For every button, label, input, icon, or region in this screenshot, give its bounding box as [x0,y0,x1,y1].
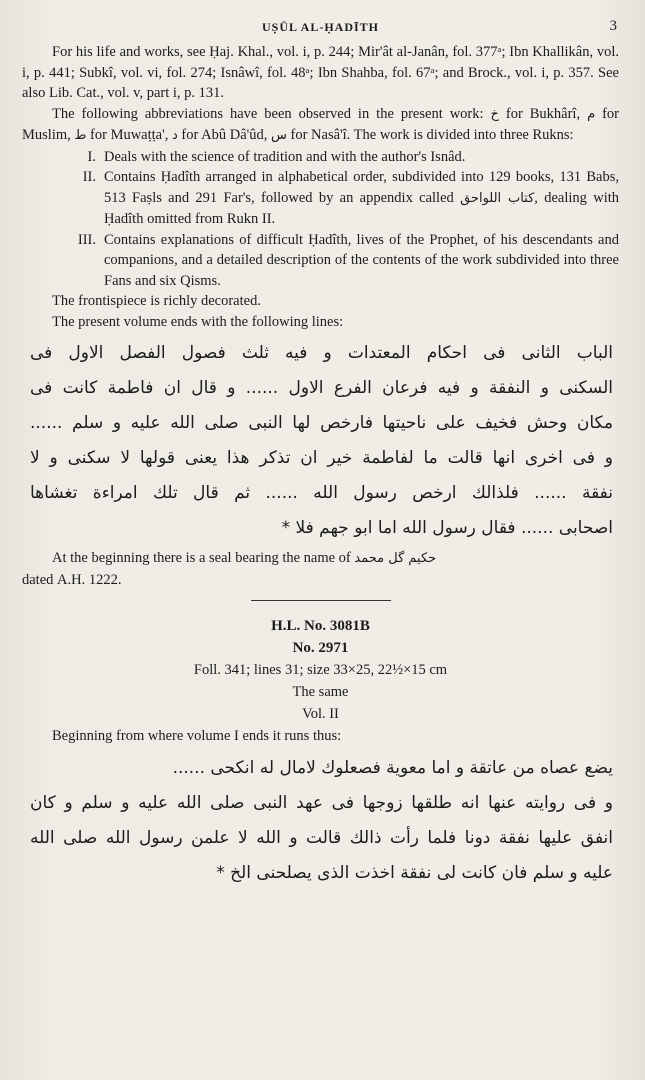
abbr-mim: م [587,106,596,122]
page-header [22,20,619,42]
rukn-item [22,230,619,292]
page-number: 3 [609,18,617,34]
seal-ah: A.H. [57,571,86,588]
rukn-number: I. [87,148,96,165]
abbr-muslim: for Muslim, [22,105,620,143]
arabic-line: و فى اخرى انها قالت ما لفاطمة خير ان تذكر هذا يعنى قولها لا سكنى و لا [30,448,613,468]
folio-info: Foll. 341; lines 31; size 33×25, 22½×15 cm [193,662,448,678]
rukns-list [22,147,619,292]
ends-with-line: The present volume ends with the following lines: [52,313,344,330]
arabic-line: عليه و سلم فان كانت لى نفقة اخذت الذى يصلحنى الخ * [216,863,613,883]
seal-paragraph [22,548,619,590]
arabic-line: انفق عليها نفقة دونا فلما رأت ذالك قالت و الله لا علمن رسول الله صلى الله [30,828,613,848]
arabic-line: اصحابى ...... فقال رسول الله اما ابو جهم فلا * [281,518,613,538]
rukn-text-cont: , dealing with Ḥadîth omitted from Rukn II. [104,189,620,227]
abbreviations-intro: The following abbreviations have been observed in the present work: [52,105,484,122]
arabic-line: يضع عصاه من عاتقة و اما معوية فصعلوك لامال له انكحى ...... [172,758,613,778]
life-and-works-paragraph: For his life and works, see Ḥaj. Khal., vol. i, p. 244; Mir'ât al-Janân, fol. 377ᵃ; Ibn Khallikân, vol. i, p. 441; Subkî, vol. vi, fol. 274; Isnâwî, fol. 48ᵃ; Ibn Shahba, fol. 67ᵃ; and Brock., vol. i, p. 357. See also Lib. Cat., vol. v, part i, p. 131. [22,44,619,101]
rukn-text: Deals with the science of tradition and with the author's Isnâd. [104,148,466,165]
arabic-line: نفقة ...... فلذالك ارخص رسول الله ...... ثم قال تلك امراءة تغشاها [30,483,613,503]
abbr-muwatta: for Muwaṭṭa', [90,127,169,143]
abbr-bukhari: for Bukhârî, [505,105,581,122]
arabic-line: مكان وحش فخيف على ناحيتها فارخص لها النبى صلى الله عليه و سلم ...... [30,413,613,433]
abbreviations-paragraph [22,104,619,147]
abbr-nasai: for Nasâ'î. The work is divided into three Rukns: [290,127,574,143]
abbr-dal: د [171,128,178,143]
hl-number: H.L. No. 3081B [271,618,370,634]
beginning-line: Beginning from where volume I ends it runs thus: [52,728,342,744]
rukn-text: Contains explanations of difficult Ḥadîth, lives of the Prophet, of his descendants and companions, and a detailed description of the contents of the work subdivided into three Fans and six Qisms. [104,231,619,289]
seal-dated: dated [22,571,54,588]
abbr-abu-daud: for Abû Dâ'ûd, [181,127,268,143]
seal-text: At the beginning there is a seal bearing the name of [52,550,351,566]
arabic-line: و فى روايته عنها انه طلقها زوجها فى عهد النبى صلى الله عليه و سلم و كان [30,793,613,813]
abbr-ta: ط [74,128,87,143]
abbr-kha: خ [490,106,499,122]
volume-label: Vol. II [302,706,339,722]
rukn-arabic-title: كتاب اللواحق [460,190,535,206]
rukn-number: III. [77,231,96,248]
rukn-item [22,147,619,168]
catalogue-number: No. 2971 [292,640,349,656]
section-divider [251,600,391,601]
frontispiece-line: The frontispiece is richly decorated. [52,293,261,309]
seal-year: 1222. [88,571,122,588]
running-title: UṢŪL AL-ḤADĪTH [261,20,380,34]
rukn-text: Contains Ḥadîth arranged in alphabetical order, subdivided into 129 books, 131 Babs, 513 Faṣls and 291 Far's, followed by an appendix called [104,169,619,206]
arabic-line: السكنى و النفقة و فيه فرعان الفرع الاول ...... و قال ان فاطمة كانت فى [30,378,613,398]
rukn-number: II. [82,169,96,185]
seal-name: حكيم گل محمد [354,551,437,566]
arabic-ending-block [30,336,613,546]
same-note: The same [292,684,349,700]
abbr-sin: س [271,128,287,143]
rukn-item [22,167,619,230]
arabic-beginning-block [30,751,613,891]
arabic-line: الباب الثانى فى احكام المعتدات و فيه ثلث فصول الفصل الاول فى [30,343,613,363]
